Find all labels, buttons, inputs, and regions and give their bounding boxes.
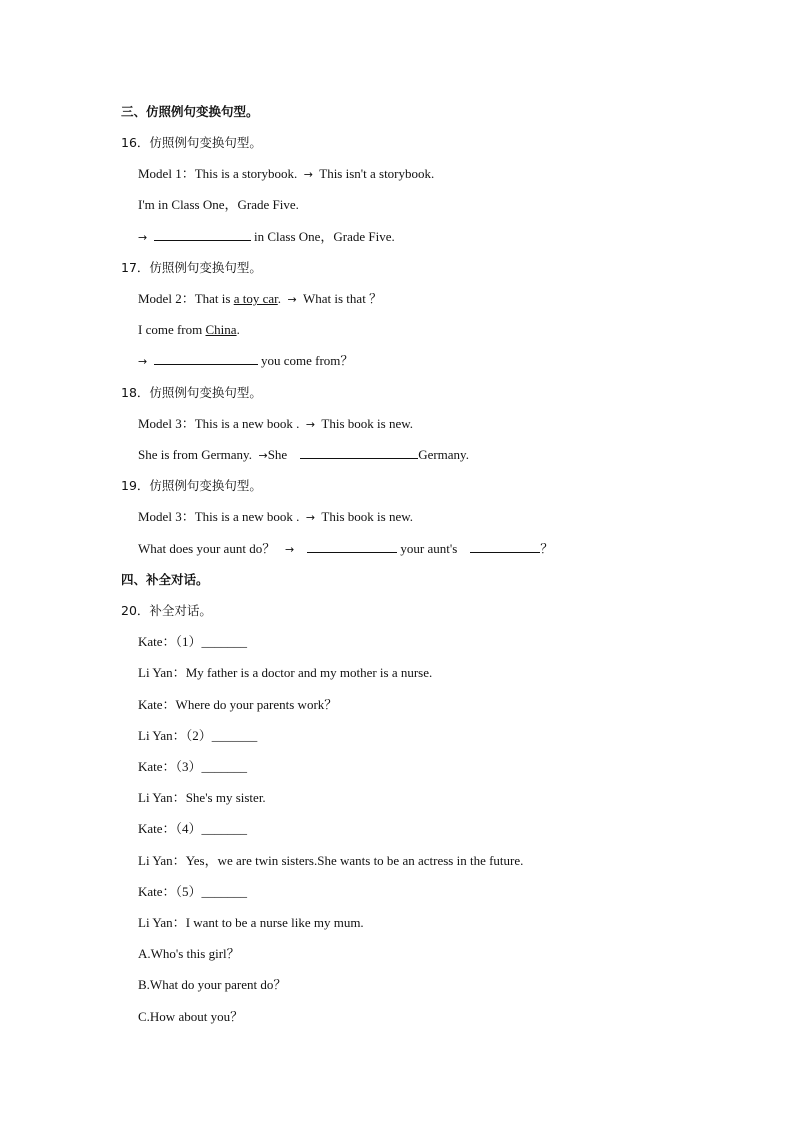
q19-blank-2[interactable] (470, 541, 540, 553)
q17-prompt-pre: I come from (138, 322, 206, 337)
q16-blank[interactable] (154, 229, 251, 241)
q20-heading: 20．补全对话。 (121, 603, 212, 618)
q19-heading: 19．仿照例句变换句型。 (121, 478, 262, 493)
dialogue-speaker: Kate： (138, 697, 176, 712)
q19-answer-end: ？ (540, 541, 554, 556)
dialogue-speaker: Li Yan： (138, 665, 186, 680)
arrow-icon: → (258, 449, 268, 462)
dialogue-speaker: Li Yan： (138, 728, 186, 743)
dialogue-line (138, 884, 247, 900)
q17-model-underlined: a toy car (233, 291, 278, 306)
option-a: A.Who's this girl？ (138, 946, 240, 961)
dialogue-text[interactable]: （2）_______ (185, 728, 258, 743)
q18-blank[interactable] (300, 447, 418, 459)
dialogue-line (138, 790, 266, 806)
arrow-icon: → (303, 168, 313, 181)
q19-model-sentence: This is a new book . (194, 509, 300, 524)
q18-model-label: Model 3： (138, 416, 195, 431)
dialogue-line (138, 697, 337, 713)
q18-answer-head: She (267, 447, 288, 462)
q18-model-result: This book is new. (321, 416, 414, 431)
arrow-icon: → (138, 355, 148, 368)
arrow-icon: → (138, 231, 148, 244)
q18-model (138, 416, 413, 433)
dialogue-text[interactable]: （1）_______ (175, 634, 248, 649)
q16-model-result: This isn't a storybook. (319, 166, 435, 181)
q16-model-sentence: This is a storybook. (194, 166, 298, 181)
q19-blank-1[interactable] (307, 541, 397, 553)
arrow-icon: → (284, 543, 295, 556)
dialogue-text: Yes，we are twin sisters.She wants to be an actress in the future. (185, 853, 524, 868)
q17-model-result: What is that ？ (302, 291, 383, 306)
q18-prompt: She is from Germany. (138, 447, 252, 462)
q16-answer-tail: in Class One，Grade Five. (253, 229, 395, 244)
dialogue-speaker: Kate： (138, 821, 176, 836)
q17-model-pre: That is (194, 291, 234, 306)
q19-model (138, 509, 413, 526)
arrow-icon: → (305, 511, 316, 524)
q19-prompt-line (138, 541, 553, 558)
section-4-title: 四、补全对话。 (121, 572, 209, 587)
dialogue-speaker: Kate： (138, 884, 176, 899)
q19-model-result: This book is new. (321, 509, 414, 524)
q16-model (138, 166, 434, 183)
q17-prompt-post: . (236, 322, 240, 337)
q17-model-post: . (277, 291, 281, 306)
dialogue-line (138, 759, 247, 775)
q17-model (138, 291, 382, 308)
section-3-title: 三、仿照例句变换句型。 (121, 104, 259, 119)
dialogue-speaker: Li Yan： (138, 790, 186, 805)
option-c: C.How about you？ (138, 1009, 244, 1024)
dialogue-text: My father is a doctor and my mother is a nurse. (185, 665, 433, 680)
q18-prompt-line (138, 447, 469, 464)
q18-heading: 18．仿照例句变换句型。 (121, 385, 262, 400)
q17-prompt (138, 322, 240, 338)
q18-answer-tail: Germany. (418, 447, 469, 462)
dialogue-text[interactable]: （3）_______ (175, 759, 248, 774)
q19-prompt: What does your aunt do？ (138, 541, 276, 556)
q18-model-sentence: This is a new book . (194, 416, 300, 431)
dialogue-line (138, 821, 247, 837)
option-b: B.What do your parent do？ (138, 977, 287, 992)
dialogue-speaker: Kate： (138, 634, 176, 649)
q17-heading: 17．仿照例句变换句型。 (121, 260, 262, 275)
dialogue-speaker: Kate： (138, 759, 176, 774)
q17-model-label: Model 2： (138, 291, 195, 306)
q17-blank[interactable] (154, 353, 258, 365)
q16-prompt: I'm in Class One，Grade Five. (138, 197, 299, 212)
dialogue-line (138, 853, 523, 869)
dialogue-speaker: Li Yan： (138, 853, 186, 868)
q19-model-label: Model 3： (138, 509, 195, 524)
dialogue-text[interactable]: （5）_______ (175, 884, 248, 899)
dialogue-line (138, 665, 432, 681)
dialogue-line (138, 915, 364, 931)
q17-answer (138, 353, 353, 370)
dialogue-text: I want to be a nurse like my mum. (185, 915, 364, 930)
arrow-icon: → (305, 418, 316, 431)
q17-answer-tail: you come from？ (260, 353, 354, 368)
dialogue-text: She's my sister. (185, 790, 266, 805)
arrow-icon: → (287, 293, 297, 306)
q16-model-label: Model 1： (138, 166, 195, 181)
dialogue-text: Where do your parents work？ (175, 697, 338, 712)
q16-heading: 16．仿照例句变换句型。 (121, 135, 262, 150)
q17-prompt-underlined: China (205, 322, 237, 337)
dialogue-text[interactable]: （4）_______ (175, 821, 248, 836)
q16-answer (138, 229, 395, 246)
dialogue-speaker: Li Yan： (138, 915, 186, 930)
dialogue-line (138, 728, 257, 744)
q19-answer-mid: your aunt's (400, 541, 458, 556)
dialogue-line (138, 634, 247, 650)
